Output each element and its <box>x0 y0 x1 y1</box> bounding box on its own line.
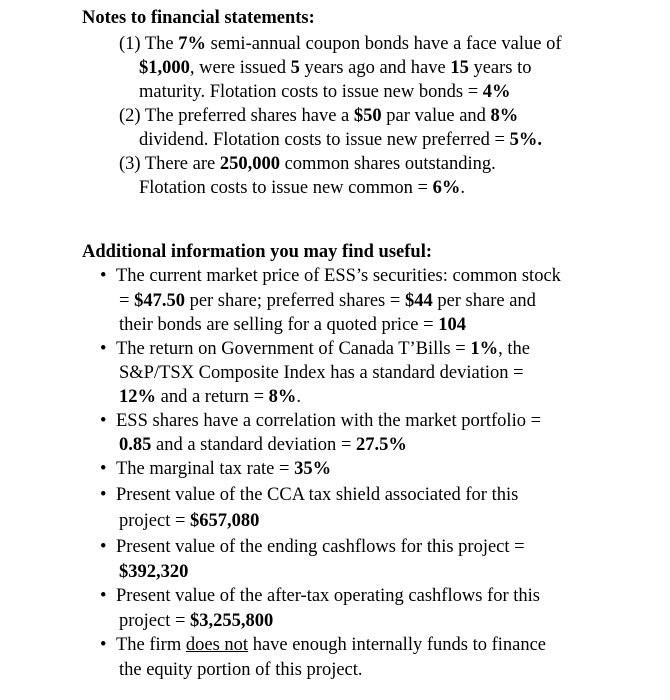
text: par value and <box>381 106 491 126</box>
text: their bonds are selling for a quoted price = <box>119 315 439 335</box>
info-3-line-1 <box>116 409 541 433</box>
text: The return on Government of Canada T’Bills = <box>116 339 471 359</box>
note-2-line-2 <box>139 128 542 152</box>
info-1-line-2 <box>119 289 536 313</box>
text: (1) The <box>119 34 179 54</box>
note-1-line-2 <box>139 56 532 80</box>
bold-value: $47.50 <box>134 291 185 311</box>
text: The firm <box>116 635 186 655</box>
bold-value: 15 <box>450 58 469 78</box>
info-7-line-1 <box>116 584 540 608</box>
note-1-line-3 <box>139 80 511 104</box>
bold-value: $50 <box>353 106 382 126</box>
info-1-line-1 <box>116 264 561 288</box>
info-2-line-1 <box>116 337 530 361</box>
bold-value: 5 <box>290 58 300 78</box>
text: ESS shares have a correlation with the market portfolio = <box>116 411 542 431</box>
bold-value: 7% <box>178 34 206 54</box>
info-6-line-2 <box>119 560 188 584</box>
info-4-line-1 <box>116 457 331 481</box>
bold-value: 1% <box>470 339 499 359</box>
bold-value: 250,000 <box>219 154 280 174</box>
text: Flotation costs to issue new common = <box>139 178 433 198</box>
note-2-line-1 <box>119 104 518 128</box>
text: semi-annual coupon bonds have a face value of <box>206 34 562 54</box>
bold-value: 8% <box>490 106 519 126</box>
info-7-line-2 <box>119 609 273 633</box>
info-8-line-2 <box>119 658 363 682</box>
text: . <box>296 387 302 407</box>
bold-value: $392,320 <box>119 562 189 582</box>
bullet-icon: • <box>100 485 107 505</box>
info-2-line-2 <box>119 361 524 385</box>
bold-value: 4% <box>482 82 511 102</box>
info-1-line-3 <box>119 313 466 337</box>
bold-value: 6% <box>432 178 461 198</box>
additional-heading: Additional information you may find useful: <box>82 242 433 262</box>
text: Present value of the after-tax operating cashflows for this <box>116 586 540 606</box>
info-8-line-1 <box>116 633 546 657</box>
text: (2) The preferred shares have a <box>119 106 354 126</box>
bullet-icon: • <box>100 537 107 557</box>
bullet-icon: • <box>100 411 107 431</box>
info-5-line-2 <box>119 509 259 533</box>
text: project = <box>119 511 191 531</box>
bold-value: $3,255,800 <box>190 611 274 631</box>
bullet-icon: • <box>100 635 107 655</box>
note-1-line-1 <box>119 32 561 56</box>
text: dividend. Flotation costs to issue new preferred = <box>139 130 510 150</box>
text: Present value of the ending cashflows for this project = <box>116 537 525 557</box>
text: and a return = <box>156 387 269 407</box>
underlined-text: does not <box>185 635 249 655</box>
bold-value: 5%. <box>509 130 542 150</box>
bullet-icon: • <box>100 339 107 359</box>
bold-value: 104 <box>438 315 466 335</box>
text: = <box>119 291 135 311</box>
text: , were issued <box>189 58 291 78</box>
info-2-line-3 <box>119 385 301 409</box>
info-6-line-1 <box>116 535 525 559</box>
text: project = <box>119 611 191 631</box>
bold-value: 12% <box>119 387 156 407</box>
bullet-icon: • <box>100 586 107 606</box>
text: maturity. Flotation costs to issue new bonds = <box>139 82 483 102</box>
text: common shares outstanding. <box>279 154 496 174</box>
text: (3) There are <box>119 154 220 174</box>
text: the equity portion of this project. <box>119 660 363 680</box>
bold-value: $657,080 <box>190 511 260 531</box>
bold-value: 0.85 <box>119 435 152 455</box>
text: The current market price of ESS’s securities: common stock <box>116 266 561 286</box>
bullet-icon: • <box>100 459 107 479</box>
bold-value: 35% <box>294 459 332 479</box>
text: The marginal tax rate = <box>116 459 295 479</box>
text: . <box>460 178 465 198</box>
text: S&P/TSX Composite Index has a standard deviation = <box>119 363 524 383</box>
text: per share; preferred shares = <box>184 291 405 311</box>
text: per share and <box>432 291 536 311</box>
bold-value: $44 <box>404 291 433 311</box>
bullet-icon: • <box>100 266 107 286</box>
bold-value: 8% <box>268 387 297 407</box>
text: years ago and have <box>299 58 451 78</box>
text: and a standard deviation = <box>151 435 356 455</box>
bold-value: 27.5% <box>356 435 407 455</box>
bold-value: $1,000 <box>139 58 190 78</box>
info-5-line-1 <box>116 483 518 507</box>
text: years to <box>468 58 532 78</box>
notes-heading: Notes to financial statements: <box>82 8 315 28</box>
text: Present value of the CCA tax shield associated for this <box>116 485 519 505</box>
text: , the <box>498 339 530 359</box>
note-3-line-2 <box>139 176 465 200</box>
info-3-line-2 <box>119 433 407 457</box>
note-3-line-1 <box>119 152 496 176</box>
text: have enough internally funds to finance <box>248 635 547 655</box>
